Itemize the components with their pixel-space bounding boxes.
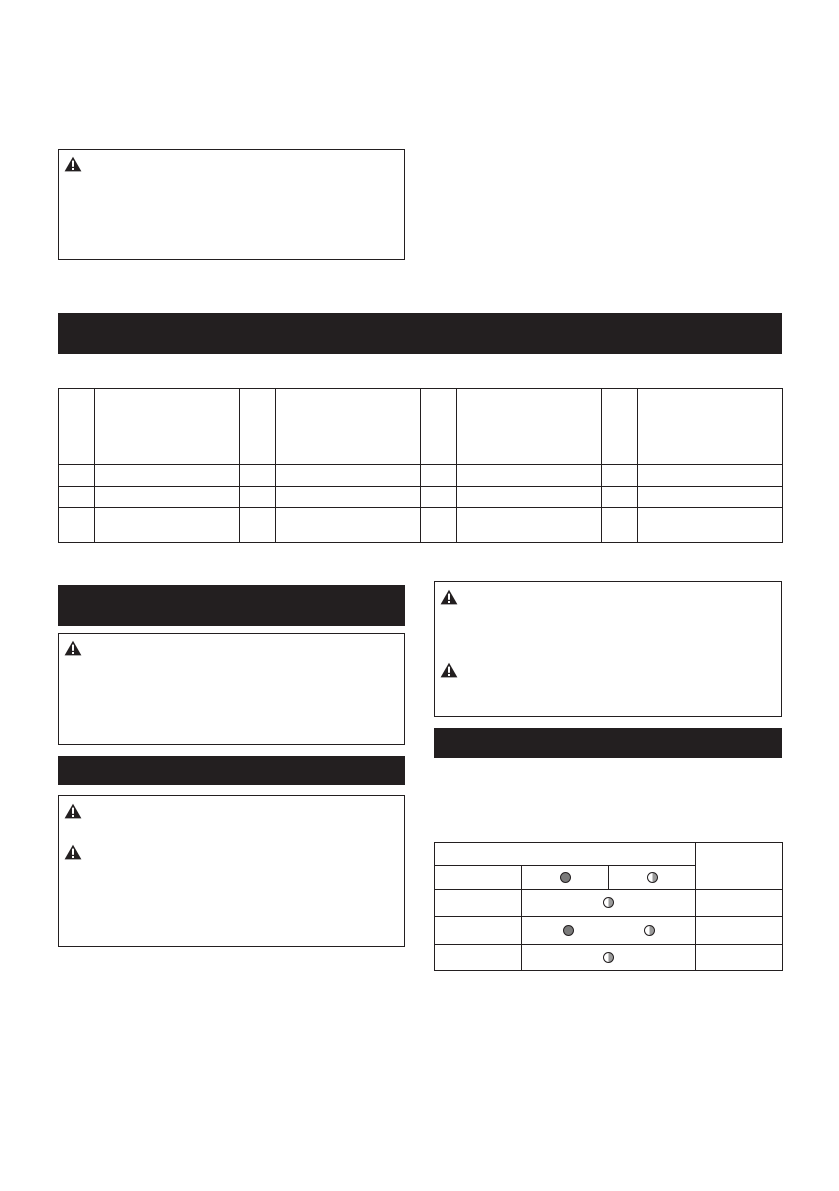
table-row <box>435 917 783 945</box>
led-blinking-icon <box>603 897 614 908</box>
warning-box-left-1 <box>58 633 405 745</box>
warning-box-right <box>434 581 782 717</box>
table-row <box>435 945 783 971</box>
led-lit-icon <box>560 872 571 883</box>
indicator-lamp-table <box>434 842 783 971</box>
warning-triangle-icon <box>64 640 82 656</box>
led-lit-icon <box>563 925 574 936</box>
table-row <box>59 487 783 508</box>
right-section-header-bar <box>434 728 782 758</box>
warning-box-top <box>58 149 405 260</box>
led-blinking-icon <box>603 952 614 963</box>
left-section-header-bar <box>58 585 405 626</box>
warning-triangle-icon <box>64 844 82 860</box>
led-blinking-icon <box>647 872 658 883</box>
warning-box-left-2 <box>58 795 405 947</box>
warning-triangle-icon <box>440 662 458 678</box>
left-subsection-header-bar <box>58 756 405 785</box>
led-blinking-icon <box>644 925 655 936</box>
specs-table <box>58 388 783 543</box>
warning-triangle-icon <box>440 589 458 605</box>
table-row <box>435 890 783 917</box>
table-row <box>435 843 783 866</box>
table-row <box>59 465 783 487</box>
warning-triangle-icon <box>64 156 82 172</box>
table-row <box>59 508 783 543</box>
table-row <box>59 389 783 465</box>
section-header-bar <box>58 313 782 354</box>
warning-triangle-icon <box>64 803 82 819</box>
